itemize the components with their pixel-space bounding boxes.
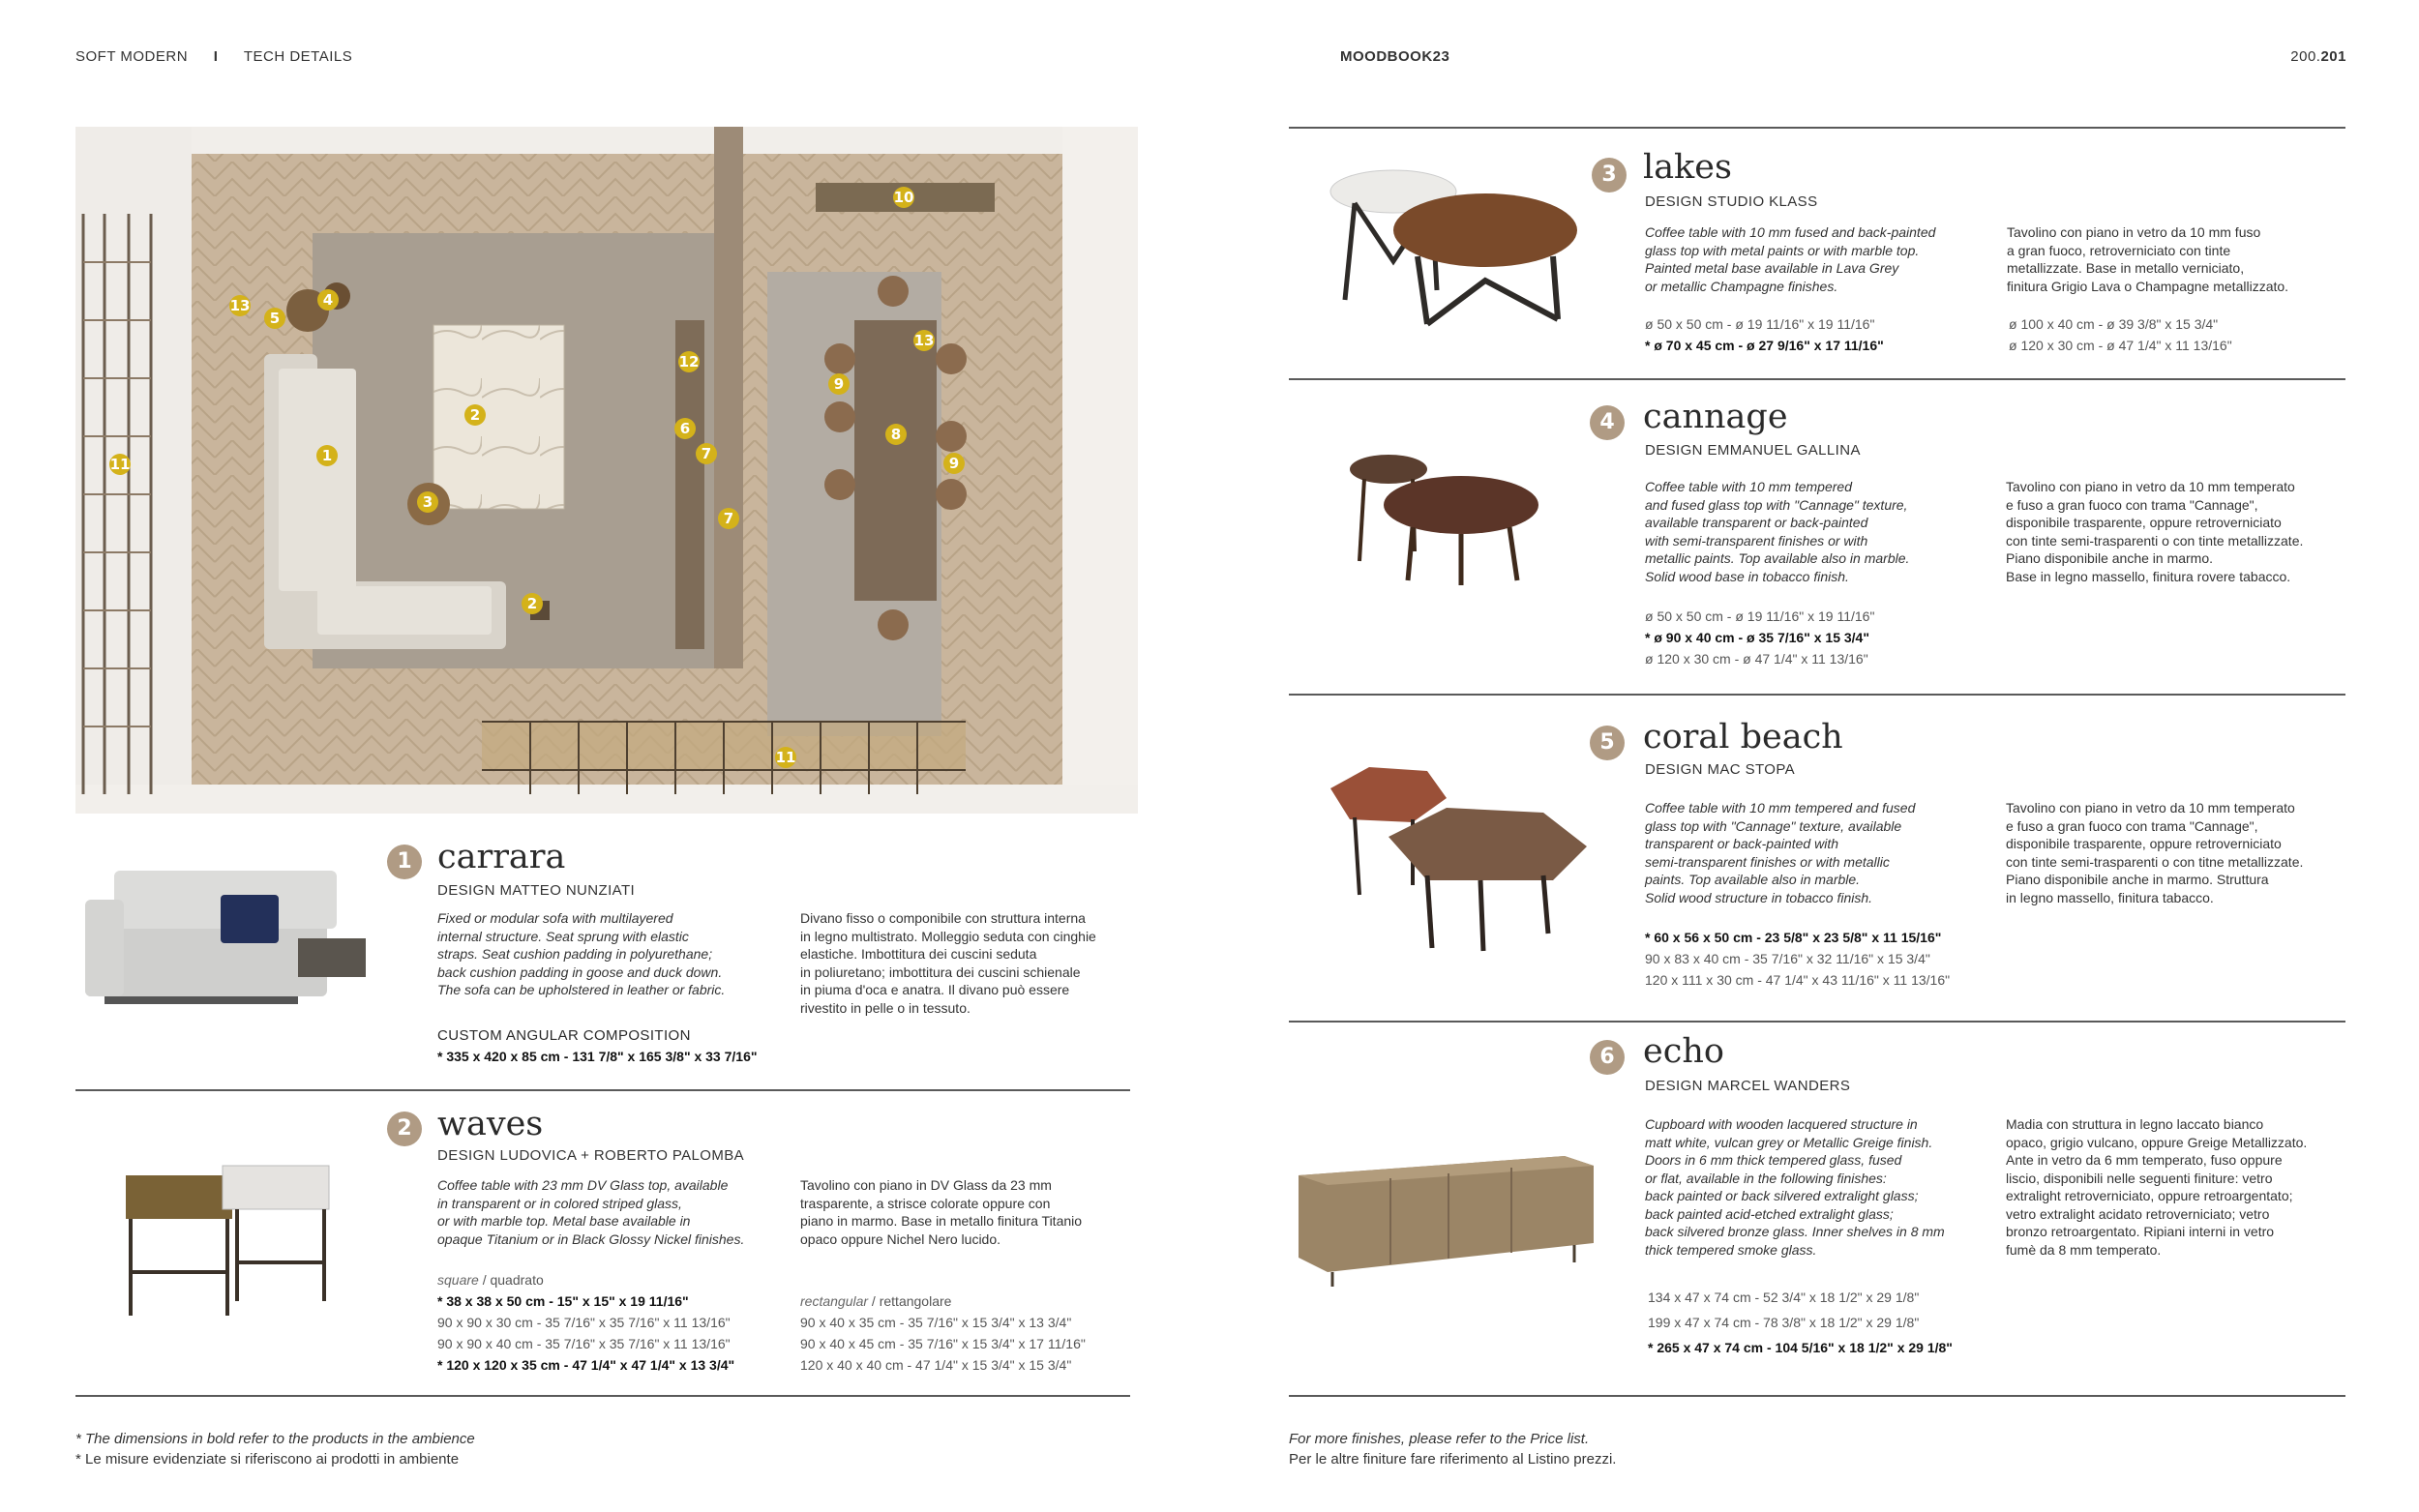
section-divider bbox=[75, 1395, 1130, 1397]
plan-marker bbox=[522, 593, 543, 614]
plan-marker bbox=[464, 404, 486, 426]
dimension-line: 90 x 40 x 35 cm - 35 7/16" x 15 3/4" x 13 3/4" bbox=[800, 1315, 1072, 1330]
product-description-it: Tavolino con piano in vetro da 10 mm temperato e fuso a gran fuoco con trama "Cannage", disponibile trasparente, oppure retroverniciato con tinte semi-trasparenti o con titne metallizzate. Piano disponibile anche in marmo. Struttura in legno massello, finitura tabacco. bbox=[2006, 800, 2304, 905]
dimension-line: * 60 x 56 x 50 cm - 23 5/8" x 23 5/8" x 11 15/16" bbox=[1645, 930, 1942, 945]
product-name: echo bbox=[1643, 1032, 1724, 1071]
product-number-badge: 1 bbox=[387, 845, 422, 879]
dimensions-group bbox=[1648, 1285, 1953, 1360]
header-subsection-label: TECH DETAILS bbox=[243, 48, 353, 65]
section-divider bbox=[1289, 127, 2345, 129]
dimension-group-label: square / quadrato bbox=[437, 1272, 544, 1288]
plan-marker bbox=[718, 508, 739, 529]
svg-text:7: 7 bbox=[701, 445, 712, 462]
square-dimensions bbox=[437, 1269, 734, 1376]
finishes-note-it: Per le altre finiture fare riferimento al Listino prezzi. bbox=[1289, 1451, 1617, 1468]
product-description-en: Coffee table with 10 mm fused and back-painted glass top with metal paints or with marble top. Painted metal base available in Lava Grey or metallic Champagne finishes. bbox=[1645, 224, 1936, 294]
lakes-table-image bbox=[1321, 155, 1582, 339]
product-number-badge: 2 bbox=[387, 1112, 422, 1146]
book-title: MOODBOOK23 bbox=[1340, 48, 1450, 65]
section-divider bbox=[1289, 378, 2345, 380]
product-name: cannage bbox=[1643, 398, 1788, 436]
label-en: square bbox=[437, 1272, 479, 1288]
product-designer: DESIGN STUDIO KLASS bbox=[1645, 193, 1818, 210]
svg-text:1: 1 bbox=[321, 447, 333, 464]
footnote-right bbox=[1289, 1429, 1616, 1469]
dimension-line: 199 x 47 x 74 cm - 78 3/8" x 18 1/2" x 29 1/8" bbox=[1648, 1315, 1920, 1330]
svg-text:12: 12 bbox=[678, 353, 700, 371]
coral-beach-table-image bbox=[1321, 759, 1592, 953]
header-section-label: SOFT MODERN bbox=[75, 48, 189, 65]
dimension-line: ø 50 x 50 cm - ø 19 11/16" x 19 11/16" bbox=[1645, 316, 1875, 332]
plan-marker bbox=[885, 424, 907, 445]
carrara-sofa-image bbox=[75, 861, 366, 1035]
label-en: rectangular bbox=[800, 1293, 869, 1309]
product-number-badge: 5 bbox=[1590, 726, 1625, 760]
plan-marker bbox=[417, 491, 438, 513]
svg-text:11: 11 bbox=[109, 456, 131, 473]
dimensions-group bbox=[1645, 927, 1950, 991]
plan-marker bbox=[109, 454, 131, 475]
product-description-it: Tavolino con piano in vetro da 10 mm temperato e fuso a gran fuoco con trama "Cannage", disponibile trasparente, oppure retroverniciato con tinte semi-trasparenti o con tinte metallizzate. Piano disponibile anche in marmo. Base in legno massello, finitura rovere tabacco. bbox=[2006, 479, 2304, 584]
product-name: carrara bbox=[437, 838, 566, 876]
plan-marker bbox=[229, 295, 251, 316]
dimension-line: ø 120 x 30 cm - ø 47 1/4" x 11 13/16" bbox=[1645, 651, 1868, 667]
dimension-line: 90 x 83 x 40 cm - 35 7/16" x 32 11/16" x 15 3/4" bbox=[1645, 951, 1930, 966]
dimension-line: * 38 x 38 x 50 cm - 15" x 15" x 19 11/16" bbox=[437, 1293, 689, 1309]
product-number-badge: 4 bbox=[1590, 405, 1625, 440]
product-description-en: Coffee table with 10 mm tempered and fused glass top with "Cannage" texture, available transparent or back-painted with semi-transparent finishes or with metallic paints. Top available also in marble. Solid wood base in tobacco finish. bbox=[1645, 479, 1910, 584]
dimension-line: * 265 x 47 x 74 cm - 104 5/16" x 18 1/2" x 29 1/8" bbox=[1648, 1340, 1953, 1355]
dimension-line: 90 x 40 x 45 cm - 35 7/16" x 15 3/4" x 17 11/16" bbox=[800, 1336, 1086, 1351]
dimension-line: * 120 x 120 x 35 cm - 47 1/4" x 47 1/4" x 13 3/4" bbox=[437, 1357, 735, 1373]
dimensions-group bbox=[2009, 313, 2232, 356]
plan-marker bbox=[316, 445, 338, 466]
plan-marker bbox=[913, 330, 935, 351]
svg-text:13: 13 bbox=[913, 332, 935, 349]
product-number-badge: 6 bbox=[1590, 1040, 1625, 1075]
section-divider bbox=[1289, 1021, 2345, 1023]
section-divider bbox=[75, 1089, 1130, 1091]
product-name: lakes bbox=[1643, 148, 1732, 187]
product-name: waves bbox=[437, 1105, 544, 1143]
svg-text:3: 3 bbox=[422, 493, 433, 511]
footnote-it: * Le misure evidenziate si riferiscono ai prodotti in ambiente bbox=[75, 1451, 460, 1468]
cannage-table-image bbox=[1335, 445, 1568, 590]
product-designer: DESIGN MARCEL WANDERS bbox=[1645, 1078, 1851, 1094]
product-description-en: Coffee table with 10 mm tempered and fused glass top with "Cannage" texture, available transparent or back-painted with semi-transparent finishes or with metallic paints. Top available also in marble. Solid wood structure in tobacco finish. bbox=[1645, 800, 1916, 905]
plan-marker bbox=[696, 443, 717, 464]
plan-marker bbox=[943, 453, 965, 474]
plan-marker bbox=[893, 187, 914, 208]
dimension-line: ø 120 x 30 cm - ø 47 1/4" x 11 13/16" bbox=[2009, 338, 2232, 353]
svg-text:10: 10 bbox=[893, 189, 914, 206]
plan-marker bbox=[678, 351, 700, 372]
dimension-group-label: rectangular / rettangolare bbox=[800, 1293, 952, 1309]
footnote-en: * The dimensions in bold refer to the products in the ambience bbox=[75, 1431, 475, 1447]
footnote-left bbox=[75, 1429, 475, 1469]
svg-text:2: 2 bbox=[526, 595, 538, 612]
section-divider bbox=[1289, 1395, 2345, 1397]
header-section bbox=[75, 48, 352, 65]
waves-table-image bbox=[116, 1156, 348, 1330]
product-designer: DESIGN EMMANUEL GALLINA bbox=[1645, 442, 1861, 459]
composition-label: CUSTOM ANGULAR COMPOSITION bbox=[437, 1027, 691, 1044]
label-it: quadrato bbox=[490, 1272, 544, 1288]
product-description-it: Tavolino con piano in vetro da 10 mm fuso a gran fuoco, retroverniciato con tinte metallizzate. Base in metallo verniciato, finitura Grigio Lava o Champagne metallizzato. bbox=[2007, 224, 2289, 294]
svg-text:11: 11 bbox=[775, 749, 796, 766]
dimensions-group bbox=[1645, 313, 1884, 356]
dimension-line: 134 x 47 x 74 cm - 52 3/4" x 18 1/2" x 29 1/8" bbox=[1648, 1290, 1920, 1305]
product-name: coral beach bbox=[1643, 718, 1843, 756]
label-it: rettangolare bbox=[879, 1293, 952, 1309]
product-description-en: Fixed or modular sofa with multilayered internal structure. Seat sprung with elastic straps. Seat cushion padding in polyurethane; back cushion padding in goose and duck down. The sofa can be upholstered in leather or fabric. bbox=[437, 910, 726, 997]
product-number-badge: 3 bbox=[1592, 158, 1627, 193]
dimension-line: * ø 90 x 40 cm - ø 35 7/16" x 15 3/4" bbox=[1645, 630, 1869, 645]
product-designer: DESIGN LUDOVICA + ROBERTO PALOMBA bbox=[437, 1147, 745, 1164]
product-description-en: Coffee table with 23 mm DV Glass top, available in transparent or in colored striped glass, or with marble top. Metal base available in opaque Titanium or in Black Glossy Nickel finishes. bbox=[437, 1177, 745, 1247]
product-description-en: Cupboard with wooden lacquered structure in matt white, vulcan grey or Metallic Greige finish. Doors in 6 mm thick tempered glass, fused or flat, available in the following finishes: back painted or back silvered extralight glass; back painted acid-etched extralight glass; back silvered bronze glass. Inner shelves in 8 mm thick tempered smoke glass. bbox=[1645, 1116, 1945, 1258]
svg-text:2: 2 bbox=[469, 406, 481, 424]
product-description-it: Tavolino con piano in DV Glass da 23 mm trasparente, a strisce colorate oppure con piano in marmo. Base in metallo finitura Titanio opaco oppure Nichel Nero lucido. bbox=[800, 1177, 1083, 1247]
echo-cupboard-image bbox=[1294, 1146, 1603, 1301]
dimension-line: 90 x 90 x 40 cm - 35 7/16" x 35 7/16" x 11 13/16" bbox=[437, 1336, 731, 1351]
finishes-note-en: For more finishes, please refer to the Price list. bbox=[1289, 1431, 1590, 1447]
plan-marker bbox=[264, 308, 285, 329]
svg-text:7: 7 bbox=[723, 510, 734, 527]
svg-text:13: 13 bbox=[229, 297, 251, 314]
header-separator: I bbox=[213, 48, 219, 65]
plan-marker bbox=[775, 747, 796, 768]
section-divider bbox=[1289, 694, 2345, 696]
dimension-line: 90 x 90 x 30 cm - 35 7/16" x 35 7/16" x 11 13/16" bbox=[437, 1315, 731, 1330]
product-designer: DESIGN MATTEO NUNZIATI bbox=[437, 882, 636, 899]
page-number-left: 200. bbox=[2290, 48, 2321, 65]
dimension-line: 120 x 111 x 30 cm - 47 1/4" x 43 11/16" x 11 13/16" bbox=[1645, 972, 1951, 988]
product-description-it: Divano fisso o componibile con struttura interna in legno multistrato. Molleggio seduta con cinghie elastiche. Imbottitura dei cuscini seduta in poliuretano; imbottitura dei cuscini schienale in piuma d'oca e anatra. Il divano può essere rivestito in pelle o in tessuto. bbox=[800, 910, 1096, 1016]
svg-text:6: 6 bbox=[679, 420, 691, 437]
svg-text:8: 8 bbox=[890, 426, 902, 443]
product-description-it: Madia con struttura in legno laccato bianco opaco, grigio vulcano, oppure Greige Metallizzato. Ante in vetro da 6 mm temperato, fuso oppure liscio, disponibili nelle seguenti finiture: vetro extralight retroverniciato, oppure retroargentato; vetro extralight acidato retroverniciato; vetro bronzo retroargentato. Ripiani interni in vetro fumè da 8 mm temperato. bbox=[2006, 1116, 2308, 1258]
plan-marker bbox=[828, 373, 850, 395]
svg-text:5: 5 bbox=[269, 310, 281, 327]
plan-marker bbox=[317, 289, 339, 311]
svg-text:9: 9 bbox=[948, 455, 960, 472]
page-number bbox=[2290, 48, 2346, 65]
dimension-line: 120 x 40 x 40 cm - 47 1/4" x 15 3/4" x 15 3/4" bbox=[800, 1357, 1072, 1373]
plan-marker bbox=[674, 418, 696, 439]
svg-text:4: 4 bbox=[322, 291, 334, 309]
dimension-line: ø 100 x 40 cm - ø 39 3/8" x 15 3/4" bbox=[2009, 316, 2219, 332]
composition-dimensions: * 335 x 420 x 85 cm - 131 7/8" x 165 3/8" x 33 7/16" bbox=[437, 1049, 758, 1064]
dimension-line: ø 50 x 50 cm - ø 19 11/16" x 19 11/16" bbox=[1645, 608, 1875, 624]
page-number-right: 201 bbox=[2320, 48, 2346, 65]
rectangular-dimensions bbox=[800, 1290, 1086, 1376]
dimensions-group bbox=[1645, 606, 1874, 669]
svg-text:9: 9 bbox=[833, 375, 845, 393]
floor-plan-image bbox=[75, 127, 1138, 814]
dimension-line: * ø 70 x 45 cm - ø 27 9/16" x 17 11/16" bbox=[1645, 338, 1884, 353]
product-designer: DESIGN MAC STOPA bbox=[1645, 761, 1796, 778]
